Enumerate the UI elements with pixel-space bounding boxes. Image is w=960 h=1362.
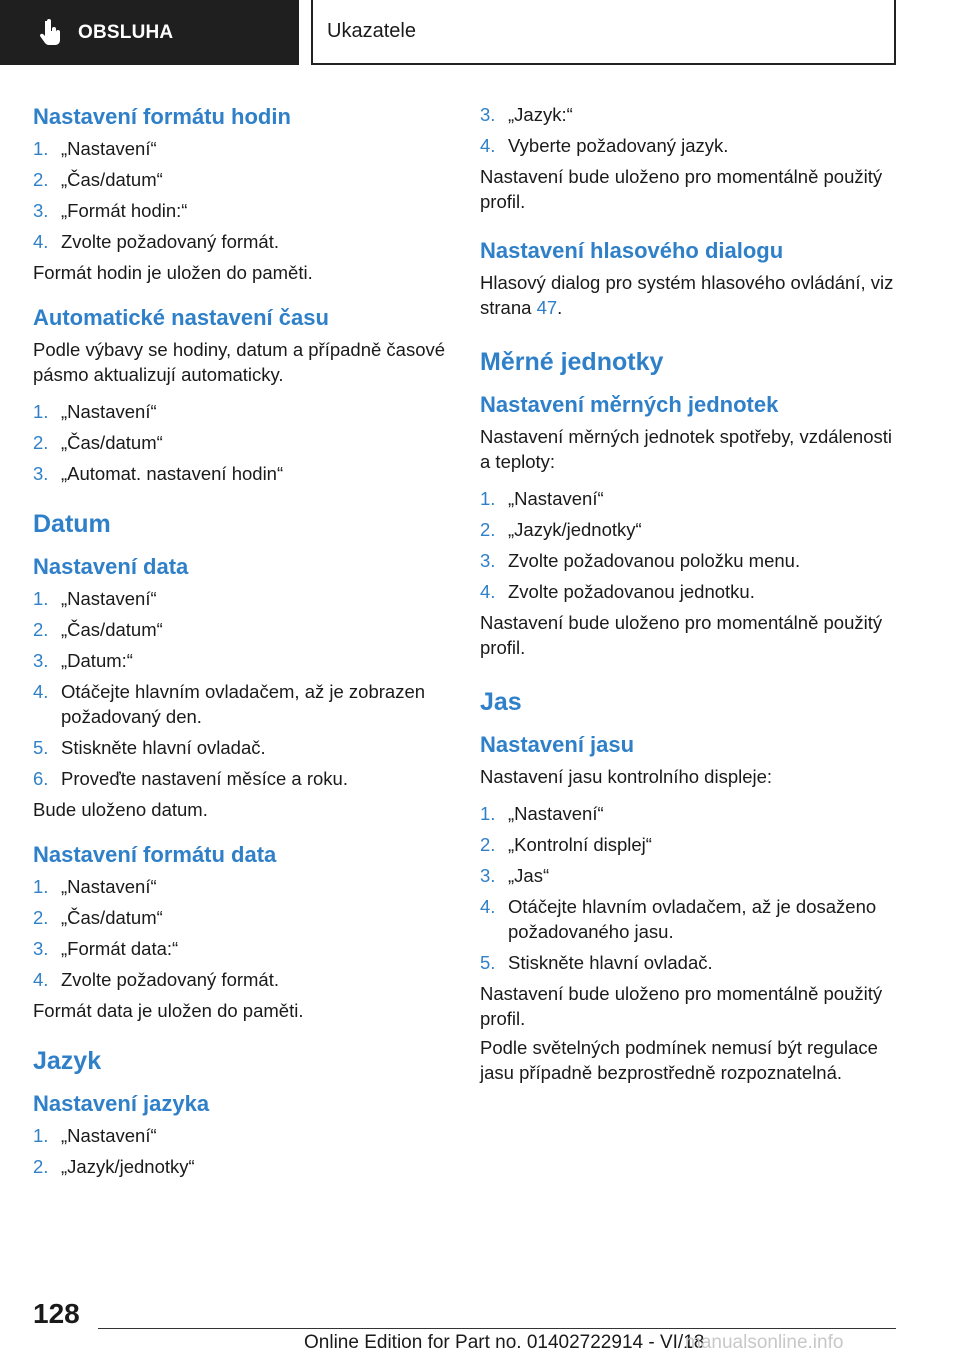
list-item: 3. „Formát data:“ <box>33 938 179 959</box>
note-jazyk: Nastavení bude uloženo pro momentálně použitý profil. <box>480 166 883 212</box>
list-item: 2. „Čas/datum“ <box>33 619 163 640</box>
list-item: 3. Zvolte požadovanou položku menu. <box>480 550 801 571</box>
list-item: 5. Stiskněte hlavní ovladač. <box>480 952 713 973</box>
list-item: 2. „Jazyk/jednotky“ <box>480 519 642 540</box>
list-item: 1. „Nastavení“ <box>33 1125 157 1146</box>
steps-datum <box>33 586 453 791</box>
note-format-hodin: Formát hodin je uložen do paměti. <box>33 262 313 283</box>
note-format-data: Formát data je uložen do paměti. <box>33 1000 304 1021</box>
list-item: 1. „Nastavení“ <box>33 401 157 422</box>
list-item: 4. Vyberte požadovaný jazyk. <box>480 135 729 156</box>
heading-datum: Datum <box>33 510 111 538</box>
steps-auto-cas <box>33 399 453 486</box>
intro-jednotky: Nastavení měrných jednotek spotřeby, vzdálenosti a teploty: <box>480 426 893 472</box>
heading-format-data: Nastavení formátu data <box>33 842 277 867</box>
steps-jas <box>480 801 905 975</box>
heading-jazyk: Jazyk <box>33 1047 102 1075</box>
header-chapter-box <box>311 0 896 65</box>
footer-edition: Online Edition for Part no. 01402722914 - VI/18 <box>304 1332 705 1353</box>
list-item: 2. „Čas/datum“ <box>33 432 163 453</box>
list-item: 4. Otáčejte hlavním ovladačem, až je zobrazen požadovaný den. <box>33 681 426 727</box>
list-item: 3. „Automat. nastavení hodin“ <box>33 463 284 484</box>
list-item: 2. „Kontrolní displej“ <box>480 834 652 855</box>
list-item: 3. „Formát hodin:“ <box>33 200 188 221</box>
list-item: 2. „Jazyk/jednotky“ <box>33 1156 195 1177</box>
list-item: 1. „Nastavení“ <box>480 803 604 824</box>
section-title: OBSLUHA <box>78 21 174 43</box>
right-column <box>480 98 905 1087</box>
text-hlas: Hlasový dialog pro systém hlasového ovládání, viz strana 47. <box>480 272 894 318</box>
list-item: 2. „Čas/datum“ <box>33 169 163 190</box>
page-reference-link[interactable]: 47 <box>536 297 558 318</box>
steps-format-data <box>33 874 453 992</box>
heading-nastaveni-data: Nastavení data <box>33 554 189 579</box>
heading-jas: Jas <box>480 688 522 716</box>
heading-auto-cas: Automatické nastavení času <box>33 305 329 330</box>
list-item: 3. „Datum:“ <box>33 650 133 671</box>
heading-nastaveni-jazyka: Nastavení jazyka <box>33 1091 210 1116</box>
list-item: 4. Zvolte požadovanou jednotku. <box>480 581 755 602</box>
note-jednotky: Nastavení bude uloženo pro momentálně použitý profil. <box>480 612 883 658</box>
note-jas-1: Nastavení bude uloženo pro momentálně použitý profil. <box>480 983 883 1029</box>
list-item: 1. „Nastavení“ <box>33 138 157 159</box>
page-number: 128 <box>33 1298 80 1329</box>
intro-auto-cas: Podle výbavy se hodiny, datum a případně časové pásmo aktualizují automaticky. <box>33 339 446 385</box>
list-item: 1. „Nastavení“ <box>480 488 604 509</box>
chapter-title: Ukazatele <box>327 20 416 42</box>
list-item: 3. „Jas“ <box>480 865 550 886</box>
header-section-tab <box>0 0 299 65</box>
list-item: 1. „Nastavení“ <box>33 876 157 897</box>
heading-hlas: Nastavení hlasového dialogu <box>480 238 784 263</box>
list-item: 2. „Čas/datum“ <box>33 907 163 928</box>
intro-jas: Nastavení jasu kontrolního displeje: <box>480 766 773 787</box>
hand-pointer-icon <box>36 18 66 48</box>
note-datum: Bude uloženo datum. <box>33 799 208 820</box>
list-item: 3. „Jazyk:“ <box>480 104 573 125</box>
list-item: 4. Zvolte požadovaný formát. <box>33 969 279 990</box>
list-item: 4. Otáčejte hlavním ovladačem, až je dosaženo požadovaného jasu. <box>480 896 877 942</box>
watermark: manualsonline.info <box>685 1332 844 1353</box>
heading-merne-jednotky: Měrné jednotky <box>480 348 664 376</box>
list-item: 5. Stiskněte hlavní ovladač. <box>33 737 266 758</box>
heading-format-hodin: Nastavení formátu hodin <box>33 104 291 129</box>
heading-nastaveni-jasu: Nastavení jasu <box>480 732 635 757</box>
steps-jednotky <box>480 486 905 604</box>
list-item: 6. Proveďte nastavení měsíce a roku. <box>33 768 348 789</box>
list-item: 1. „Nastavení“ <box>33 588 157 609</box>
list-item: 4. Zvolte požadovaný formát. <box>33 231 279 252</box>
steps-format-hodin <box>33 136 453 254</box>
steps-jazyk-cont <box>480 102 905 158</box>
heading-nastaveni-jednotek: Nastavení měrných jednotek <box>480 392 779 417</box>
note-jas-2: Podle světelných podmínek nemusí být regulace jasu případně bezprostředně rozpoznatelná. <box>480 1037 878 1083</box>
steps-jazyk <box>33 1123 453 1179</box>
footer-divider <box>98 1328 896 1329</box>
left-column <box>33 98 453 1185</box>
